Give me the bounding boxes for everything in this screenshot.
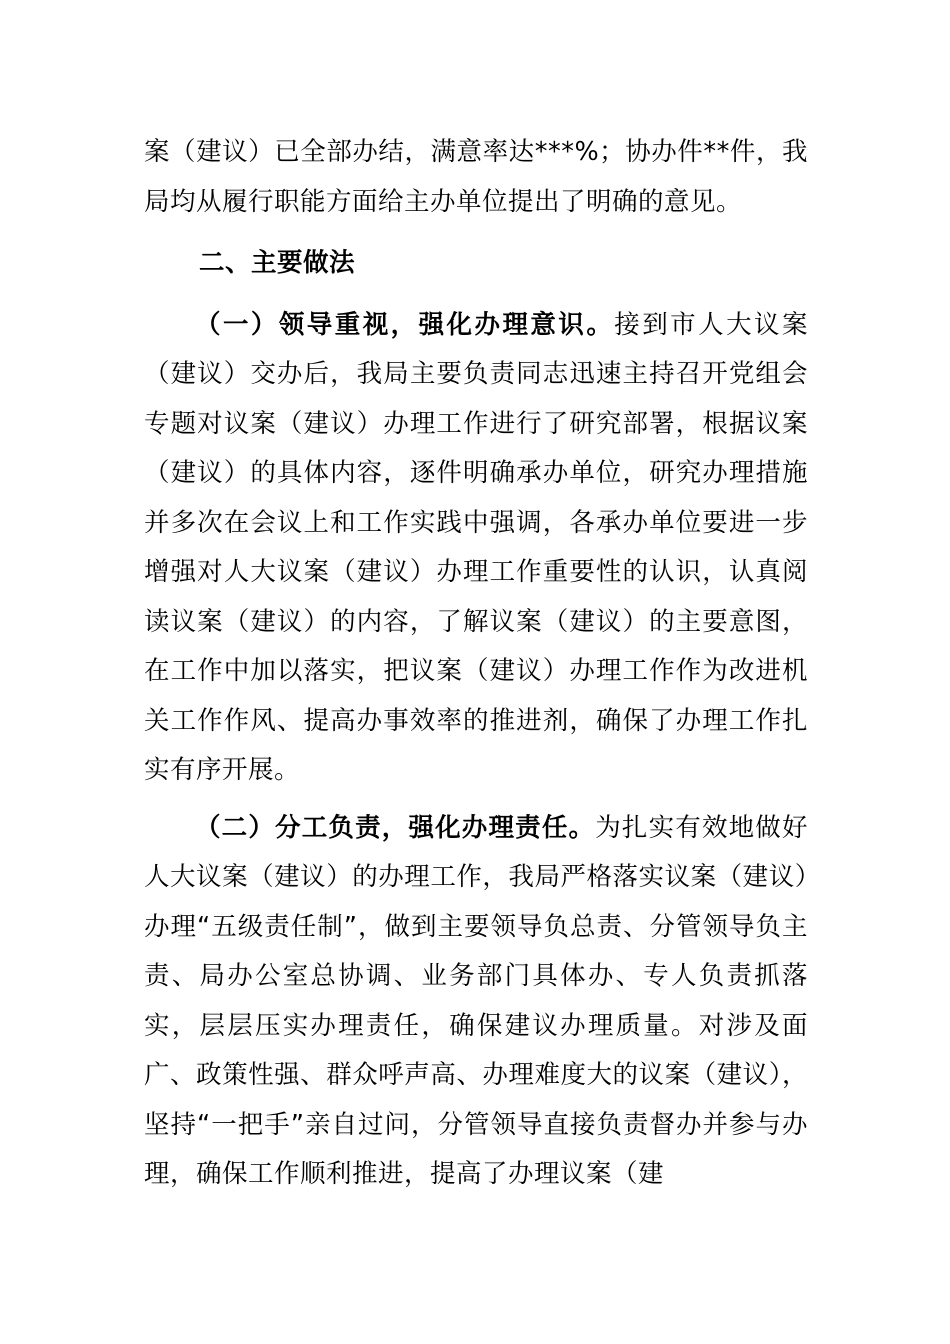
section-heading: 二、主要做法	[199, 248, 356, 278]
subsection-1-lead: （一）领导重视，强化办理意识。	[195, 309, 615, 340]
subsection-1-body: 接到市人大议案（建议）交办后，我局主要负责同志迅速主持召开党组会专题对议案（建议）办理工作进行了研究部署，根据议案（建议）的具体内容，逐件明确承办单位，研究办理措施并多次在会议上和工作实践中强调，各承办单位要进一步增强对人大议案（建议）办理工作重要性的认识，认真阅读议案（建议）的内容，了解议案（建议）的主要意图，在工作中加以落实，把议案（建议）办理工作作为改进机关工作作风、提高办事效率的推进剂，确保了办理工作扎实有序开展。	[144, 309, 808, 785]
subsection-2-body: 为扎实有效地做好人大议案（建议）的办理工作，我局严格落实议案（建议）办理“五级责任制”，做到主要领导负总责、分管领导负主责、局办公室总协调、业务部门具体办、专人负责抓落实，层层压实办理责任，确保建议办理质量。对涉及面广、政策性强、群众呼声高、办理难度大的议案（建议），坚持“一把手”亲自过问，分管领导直接负责督办并参与办理，确保工作顺利推进，提高了办理议案（建	[144, 812, 808, 1189]
document-body	[144, 128, 808, 1200]
subsection-1-paragraph	[144, 301, 808, 796]
intro-paragraph: 案（建议）已全部办结，满意率达***%；协办件**件，我局均从履行职能方面给主办单位提出了明确的意见。	[144, 137, 808, 217]
subsection-2-paragraph	[144, 804, 808, 1200]
subsection-2-lead: （二）分工负责，强化办理责任。	[195, 812, 596, 843]
